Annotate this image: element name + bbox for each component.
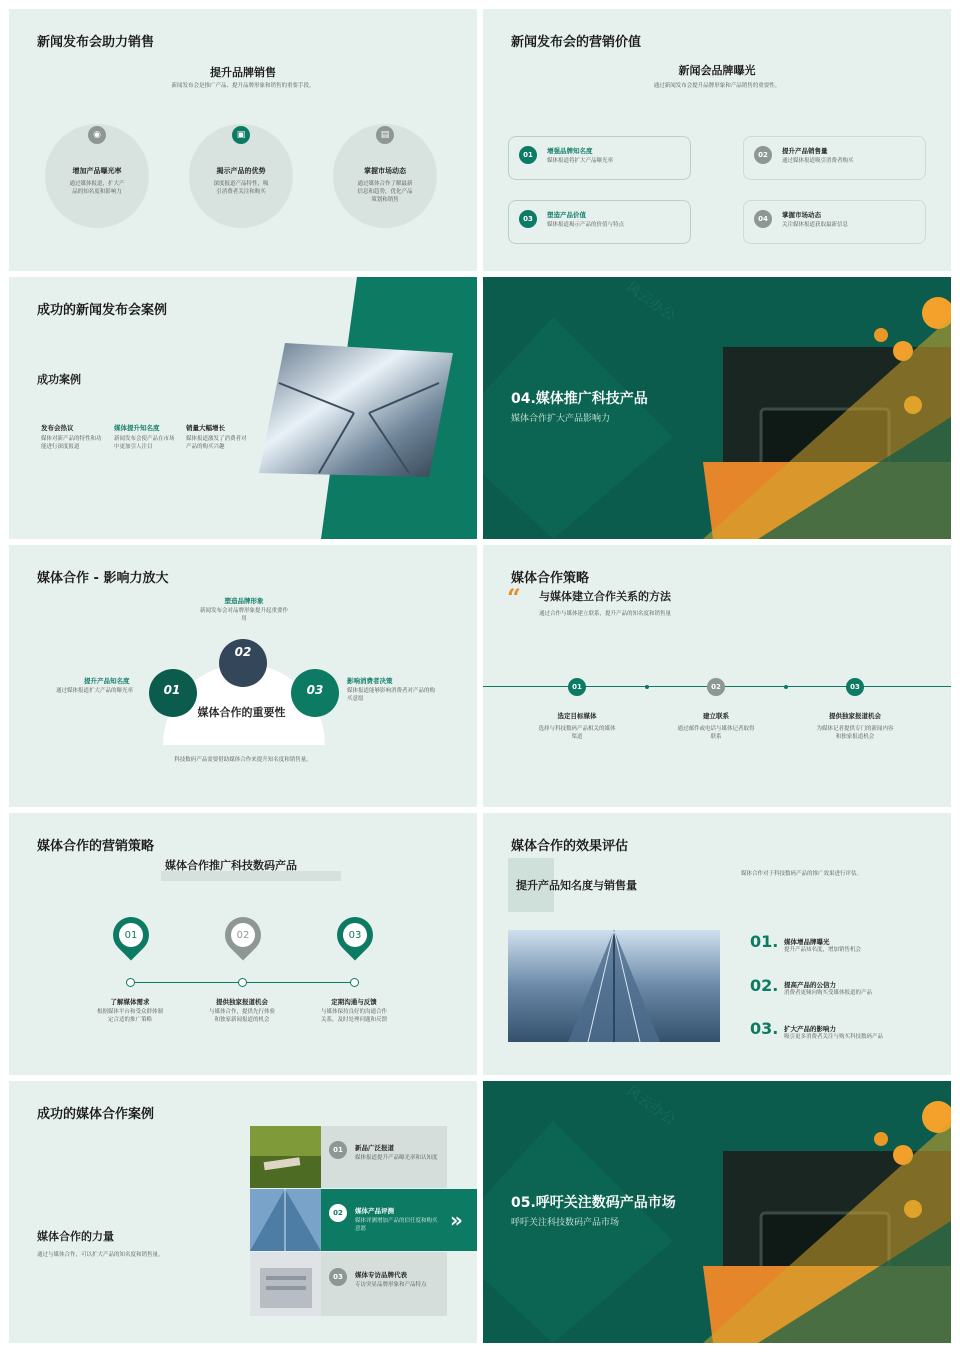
case-text: 专访突显品牌形象和产品特点: [355, 1282, 427, 1288]
slide-title: 媒体合作策略: [511, 571, 590, 586]
step-text: 为媒体记者提供专门的新闻内容和独家报道机会: [816, 726, 894, 740]
slide-desc: 通过新闻发布会提升品牌形象和产品销售的重要性。: [653, 83, 781, 89]
strategy-text: 根据媒体平台和受众群体制定合适的推广策略: [97, 1009, 164, 1023]
number-badge: 02: [329, 1204, 347, 1222]
timeline-node: [350, 978, 359, 987]
timeline-dot: [784, 685, 788, 689]
number-badge: 01: [519, 146, 537, 164]
case-title: 新品广泛报道: [355, 1144, 394, 1152]
strategy-text: 与媒体合作，提供先行体验和独家新闻报道的机会: [209, 1009, 276, 1023]
eval-text: 提升产品知名度，增加销售机会: [784, 947, 862, 953]
strategy-title: 提供独家报道机会: [216, 998, 268, 1006]
section-heading: 媒体合作的力量: [37, 1230, 114, 1243]
case-title: 媒体提升知名度: [114, 424, 160, 432]
glass-building-photo: [508, 930, 720, 1042]
feature-title: 揭示产品的优势: [216, 167, 266, 175]
slide-1[interactable]: [9, 9, 477, 271]
slide-title: 媒体合作 - 影响力放大: [37, 571, 169, 586]
pin-marker: [106, 910, 157, 961]
eval-number: 01.: [750, 932, 779, 951]
strategy-title: 了解媒体需求: [110, 998, 150, 1006]
quote-heading: 与媒体建立合作关系的方法: [539, 590, 671, 603]
pin-marker: [218, 910, 269, 961]
watermark: 风云办公: [622, 1083, 678, 1129]
number-badge: 03: [846, 678, 864, 696]
timeline-dot: [645, 685, 649, 689]
strategy-title: 定期沟通与反馈: [331, 998, 377, 1006]
pin-number: 01: [119, 923, 143, 947]
item-title: 影响消费者决策: [347, 677, 393, 685]
case-title: 媒体产品评测: [355, 1207, 394, 1215]
card-text: 关注媒体报道获取最新信息: [782, 222, 849, 228]
step-title: 选定目标媒体: [557, 712, 597, 720]
eval-title: 提高产品的公信力: [784, 981, 836, 989]
slide-title: 成功的新闻发布会案例: [37, 303, 168, 318]
number-badge: 02: [754, 146, 772, 164]
card-title: 提升产品销售量: [782, 147, 828, 155]
briefcase-icon: ▤: [376, 126, 394, 144]
slide-title: 新闻发布会助力销售: [37, 35, 155, 50]
image-icon: ▣: [232, 126, 250, 144]
slide-title: 媒体合作的营销策略: [37, 839, 155, 854]
feature-text: 通过媒体合作了解最新信息和趋势，优化产品策划和销售: [357, 181, 413, 203]
number-badge: 03: [519, 210, 537, 228]
section-heading: 成功案例: [37, 373, 81, 386]
slide-6[interactable]: [483, 545, 951, 807]
section-subtitle: 媒体合作扩大产品影响力: [511, 414, 611, 424]
building-photo: [250, 1252, 321, 1316]
section-subtitle: 呼吁关注科技数码产品市场: [511, 1218, 620, 1228]
slide-10[interactable]: [483, 1081, 951, 1343]
feature-title: 掌握市场动态: [364, 167, 406, 175]
case-text: 媒体报道激发了消费者对产品的购买兴趣: [186, 436, 247, 450]
slide-2[interactable]: [483, 9, 951, 271]
slide-title: 成功的媒体合作案例: [37, 1107, 155, 1122]
section-background: [483, 1081, 951, 1343]
feature-text: 通过媒体报道，扩大产品的知名度和影响力: [69, 181, 125, 195]
badge-02: 02: [234, 645, 252, 659]
skyscraper-photo: [259, 343, 453, 477]
step-title: 建立联系: [703, 712, 729, 720]
number-badge: 02: [707, 678, 725, 696]
strategy-text: 与媒体保持良好的沟通合作关系，及时处理问题和反馈: [321, 1009, 388, 1023]
card-text: 通过媒体报道吸引消费者购买: [782, 158, 854, 164]
slide-subtitle: 提升品牌销售: [210, 66, 276, 79]
case-title: 媒体专访品牌代表: [355, 1271, 407, 1279]
slide-8[interactable]: [483, 813, 951, 1075]
item-text: 通过媒体报道扩大产品的曝光率: [56, 688, 134, 694]
card-title: 塑造产品价值: [547, 211, 586, 219]
number-badge: 01: [568, 678, 586, 696]
badge-01: 01: [163, 683, 181, 697]
eval-title: 媒体增品牌曝光: [784, 938, 830, 946]
slide-5[interactable]: [9, 545, 477, 807]
case-title: 发布会热议: [41, 424, 74, 432]
chevron-right-icon[interactable]: »: [450, 1208, 463, 1232]
case-text: 新闻发布会使产品在市场中更加引人注目: [114, 436, 175, 450]
eval-number: 03.: [750, 1019, 779, 1038]
number-badge: 01: [329, 1141, 347, 1159]
item-text: 媒体报道能够影响消费者对产品的购买意愿: [347, 688, 436, 702]
section-background: [483, 277, 951, 539]
card-title: 增强品牌知名度: [547, 147, 593, 155]
number-badge: 04: [754, 210, 772, 228]
watermark: 风云办公: [622, 279, 678, 325]
slide-desc: 通过与媒体合作，可以扩大产品的知名度和销售量。: [37, 1252, 164, 1258]
step-text: 选择与科技数码产品相关的媒体渠道: [538, 726, 616, 740]
pin-marker: [330, 910, 381, 961]
eval-text: 吸引更多消费者关注与购买科技数码产品: [784, 1034, 884, 1040]
case-text: 媒体报道提升产品曝光率和认知度: [355, 1155, 438, 1161]
section-title: 04.媒体推广科技产品: [511, 391, 648, 407]
case-title: 销量大幅增长: [186, 424, 225, 432]
feature-title: 增加产品曝光率: [72, 167, 122, 175]
eval-number: 02.: [750, 976, 779, 995]
center-label: 媒体合作的重要性: [197, 706, 286, 719]
badge-03: 03: [306, 683, 324, 697]
glass-tower-photo: [250, 1189, 321, 1251]
slide-subtitle: 提升产品知名度与销售量: [516, 879, 637, 892]
step-text: 通过邮件或电话与媒体记者取得联系: [677, 726, 755, 740]
slide-desc: 新闻发布会是推广产品、提升品牌形象和销售的重要手段。: [171, 83, 315, 89]
quote-icon: “: [507, 583, 521, 612]
item-text: 新闻发布会对品牌形象提升起重要作用: [199, 608, 288, 622]
timeline-node: [238, 978, 247, 987]
footer-text: 科技数码产品需要借助媒体合作来提升知名度和销售量。: [174, 757, 312, 763]
pin-number: 03: [343, 923, 367, 947]
card-text: 媒体报道揭示产品的价值与特点: [547, 222, 625, 228]
eval-text: 消费者更倾向购买受媒体报道的产品: [784, 990, 873, 996]
slide-3[interactable]: [9, 277, 477, 539]
slide-7[interactable]: [9, 813, 477, 1075]
slide-subtitle: 新闻会品牌曝光: [678, 64, 756, 77]
grass-photo: [250, 1126, 321, 1188]
slide-title: 新闻发布会的营销价值: [511, 35, 642, 50]
number-badge: 03: [329, 1268, 347, 1286]
slide-9[interactable]: [9, 1081, 477, 1343]
case-text: 媒体对新产品的特性和功能进行深度报道: [41, 436, 102, 450]
card-title: 掌握市场动态: [782, 211, 821, 219]
eval-title: 扩大产品的影响力: [784, 1025, 836, 1033]
item-title: 塑造品牌形象: [224, 597, 264, 605]
case-text: 媒体评测增加产品的信任度和购买意愿: [355, 1218, 438, 1232]
slide-subtitle: 媒体合作推广科技数码产品: [165, 859, 297, 872]
slide-desc: 媒体合作对于科技数码产品的推广效果进行评估。: [741, 871, 863, 877]
slide-4[interactable]: [483, 277, 951, 539]
feature-text: 深度报道产品特性，吸引消费者关注和购买: [213, 181, 269, 195]
section-title: 05.呼吁关注数码产品市场: [511, 1195, 676, 1211]
pin-number: 02: [231, 923, 255, 947]
step-title: 提供独家报道机会: [829, 712, 881, 720]
card-text: 媒体报道将扩大产品曝光率: [547, 158, 614, 164]
item-title: 提升产品知名度: [84, 677, 130, 685]
target-icon: ◉: [88, 126, 106, 144]
slide-desc: 通过合作与媒体建立联系，提升产品的知名度和销售量: [539, 611, 672, 617]
timeline-node: [126, 978, 135, 987]
slide-title: 媒体合作的效果评估: [511, 839, 629, 854]
